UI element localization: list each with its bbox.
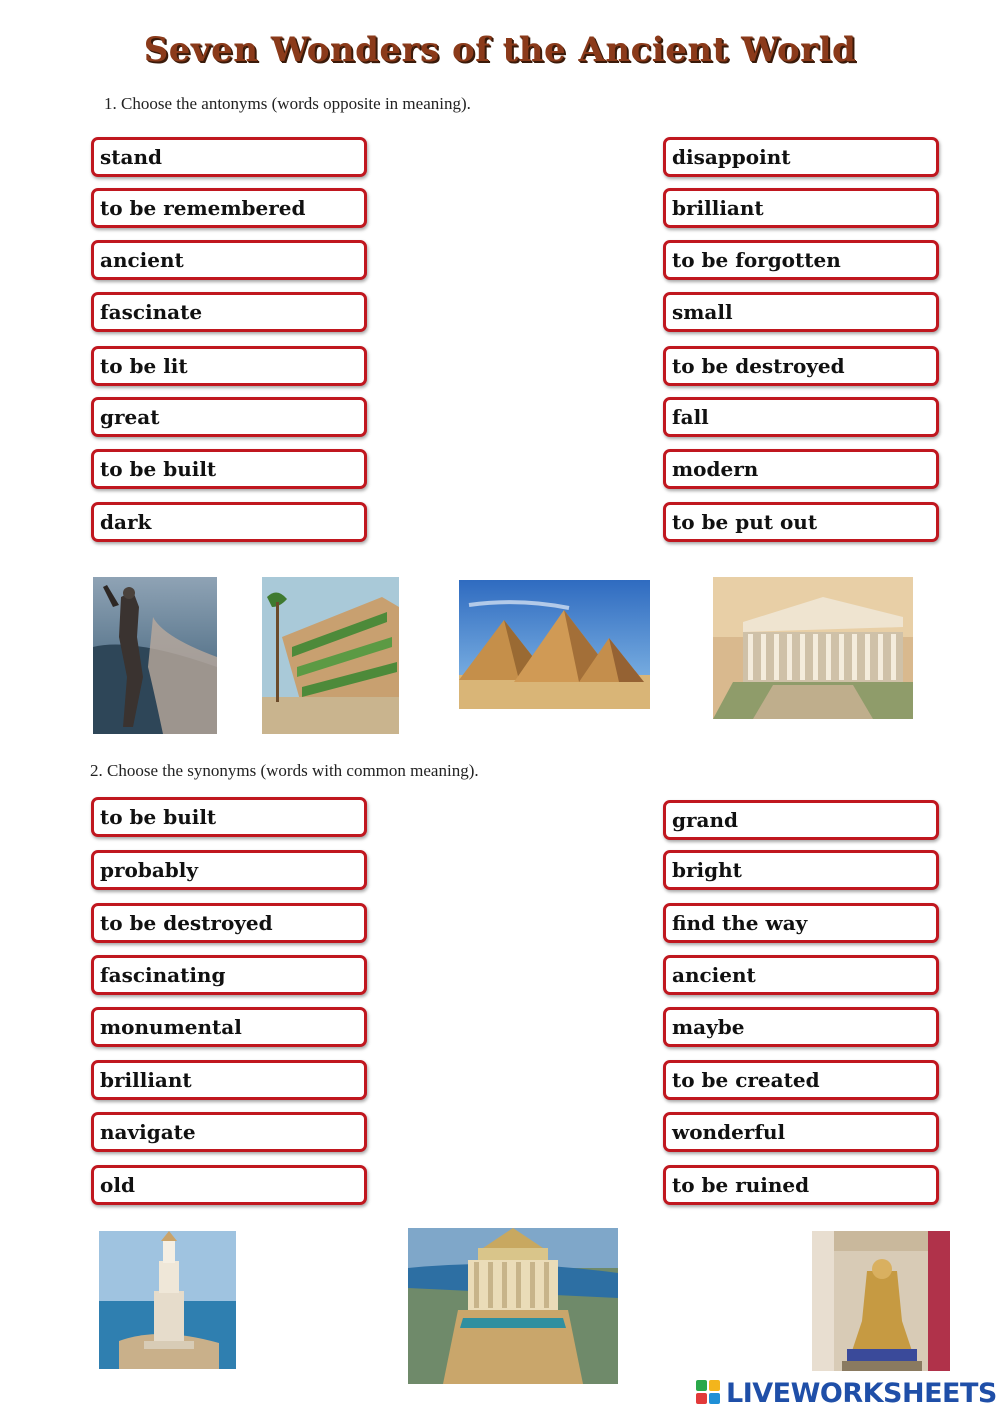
synonym-right-7[interactable]: wonderful <box>663 1112 939 1152</box>
synonym-right-6[interactable]: to be created <box>663 1060 939 1100</box>
antonym-right-4[interactable]: small <box>663 292 939 332</box>
hanging-gardens-image <box>262 577 399 734</box>
instruction-1: 1. Choose the antonyms (words opposite in meaning). <box>104 94 471 113</box>
lighthouse-of-alexandria-image <box>99 1231 236 1369</box>
antonym-left-7[interactable]: to be built <box>91 449 367 489</box>
page-title: Seven Wonders of the Ancient World <box>143 30 857 70</box>
antonym-left-6[interactable]: great <box>91 397 367 437</box>
antonym-left-8[interactable]: dark <box>91 502 367 542</box>
synonym-left-4[interactable]: fascinating <box>91 955 367 995</box>
antonym-right-7[interactable]: modern <box>663 449 939 489</box>
pyramids-image <box>459 580 650 709</box>
antonym-right-5[interactable]: to be destroyed <box>663 346 939 386</box>
synonym-left-5[interactable]: monumental <box>91 1007 367 1047</box>
synonym-left-2[interactable]: probably <box>91 850 367 890</box>
liveworksheets-logo[interactable] <box>696 1376 997 1410</box>
synonym-left-6[interactable]: brilliant <box>91 1060 367 1100</box>
synonym-right-2[interactable]: bright <box>663 850 939 890</box>
mausoleum-image <box>408 1228 618 1384</box>
synonym-left-3[interactable]: to be destroyed <box>91 903 367 943</box>
synonym-right-1[interactable]: grand <box>663 800 939 840</box>
antonym-right-1[interactable]: disappoint <box>663 137 939 177</box>
colossus-of-rhodes-image <box>93 577 217 734</box>
liveworksheets-mark-icon <box>696 1380 722 1406</box>
antonym-left-2[interactable]: to be remembered <box>91 188 367 228</box>
antonym-right-8[interactable]: to be put out <box>663 502 939 542</box>
statue-of-zeus-image <box>812 1231 950 1371</box>
antonym-right-2[interactable]: brilliant <box>663 188 939 228</box>
synonym-right-3[interactable]: find the way <box>663 903 939 943</box>
synonym-right-8[interactable]: to be ruined <box>663 1165 939 1205</box>
synonym-right-5[interactable]: maybe <box>663 1007 939 1047</box>
antonym-right-6[interactable]: fall <box>663 397 939 437</box>
synonym-left-8[interactable]: old <box>91 1165 367 1205</box>
antonym-left-4[interactable]: fascinate <box>91 292 367 332</box>
antonym-left-1[interactable]: stand <box>91 137 367 177</box>
liveworksheets-logo-text: LIVEWORKSHEETS <box>726 1377 997 1409</box>
antonym-left-3[interactable]: ancient <box>91 240 367 280</box>
antonym-right-3[interactable]: to be forgotten <box>663 240 939 280</box>
synonym-left-1[interactable]: to be built <box>91 797 367 837</box>
instruction-2: 2. Choose the synonyms (words with common meaning). <box>90 761 479 780</box>
synonym-right-4[interactable]: ancient <box>663 955 939 995</box>
temple-of-artemis-image <box>713 577 913 719</box>
synonym-left-7[interactable]: navigate <box>91 1112 367 1152</box>
antonym-left-5[interactable]: to be lit <box>91 346 367 386</box>
